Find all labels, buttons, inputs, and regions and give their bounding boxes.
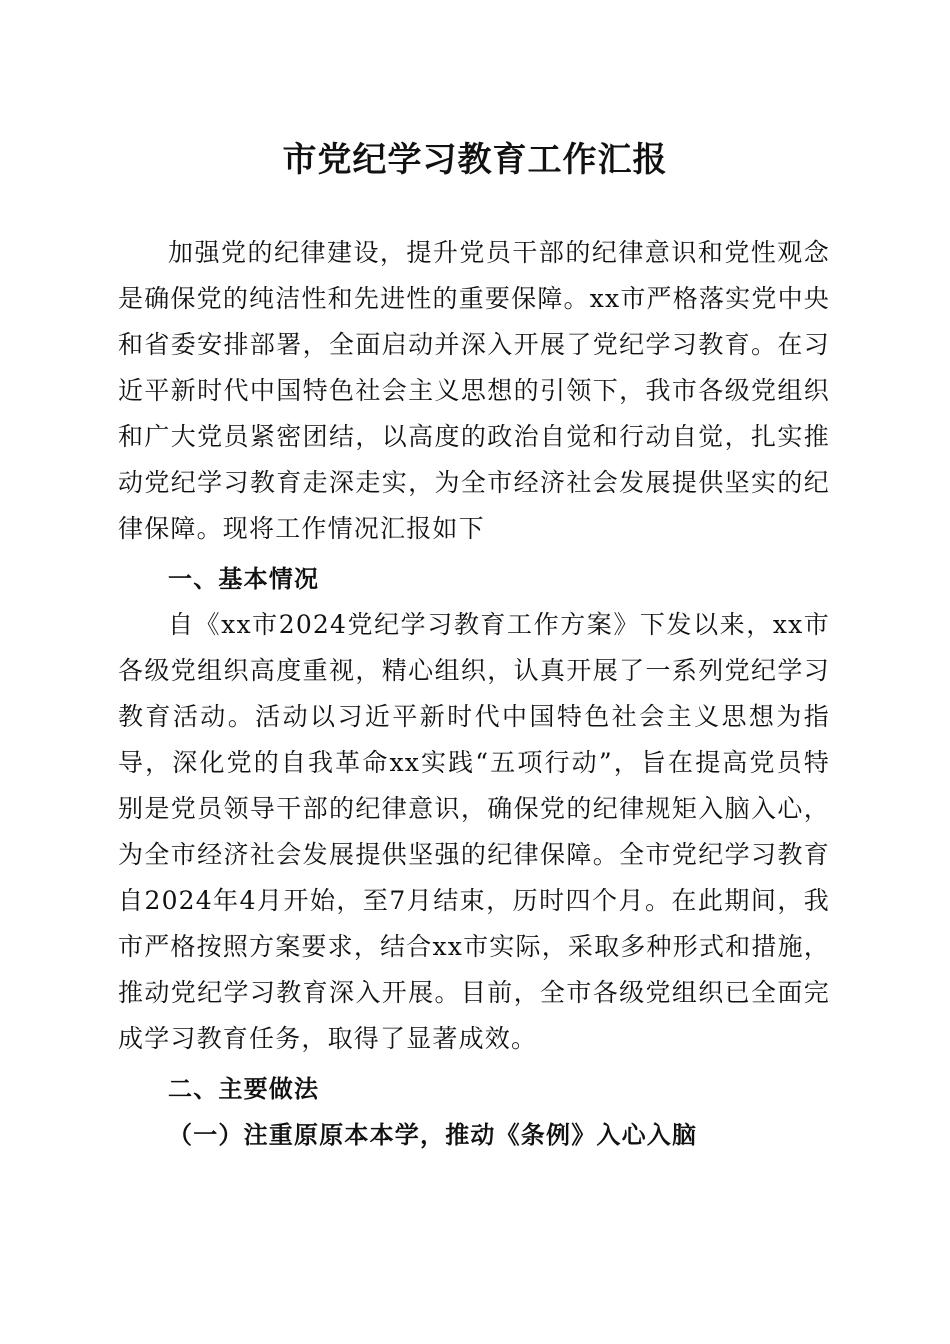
document-body xyxy=(118,230,830,1158)
intro-paragraph: 加强党的纪律建设，提升党员干部的纪律意识和党性观念是确保党的纯洁性和先进性的重要保障。xx市严格落实党中央和省委安排部署，全面启动并深入开展了党纪学习教育。在习近平新时代中国特色社会主义思想的引领下，我市各级党组织和广大党员紧密团结，以高度的政治自觉和行动自觉，扎实推动党纪学习教育走深走实，为全市经济社会发展提供坚实的纪律保障。现将工作情况汇报如下 xyxy=(118,238,830,543)
subsection-heading-study: （一）注重原原本本学，推动《条例》入心入脑 xyxy=(168,1120,698,1149)
section-heading-basic-situation: 一、基本情况 xyxy=(168,565,320,593)
section-paragraph-basic-situation: 自《xx市2024党纪学习教育工作方案》下发以来，xx市各级党组织高度重视，精心组织，认真开展了一系列党纪学习教育活动。活动以习近平新时代中国特色社会主义思想为指导，深化党的自我革命xx实践“五项行动”，旨在提高党员特别是党员领导干部的纪律意识，确保党的纪律规矩入脑入心，为全市经济社会发展提供坚强的纪律保障。全市党纪学习教育自2024年4月开始，至7月结束，历时四个月。在此期间，我市严格按照方案要求，结合xx市实际，采取多种形式和措施，推动党纪学习教育深入开展。目前，全市各级党组织已全面完成学习教育任务，取得了显著成效。 xyxy=(118,610,830,1053)
section-heading-main-practices: 二、主要做法 xyxy=(168,1075,320,1103)
document-title: 市党纪学习教育工作汇报 xyxy=(282,140,668,180)
